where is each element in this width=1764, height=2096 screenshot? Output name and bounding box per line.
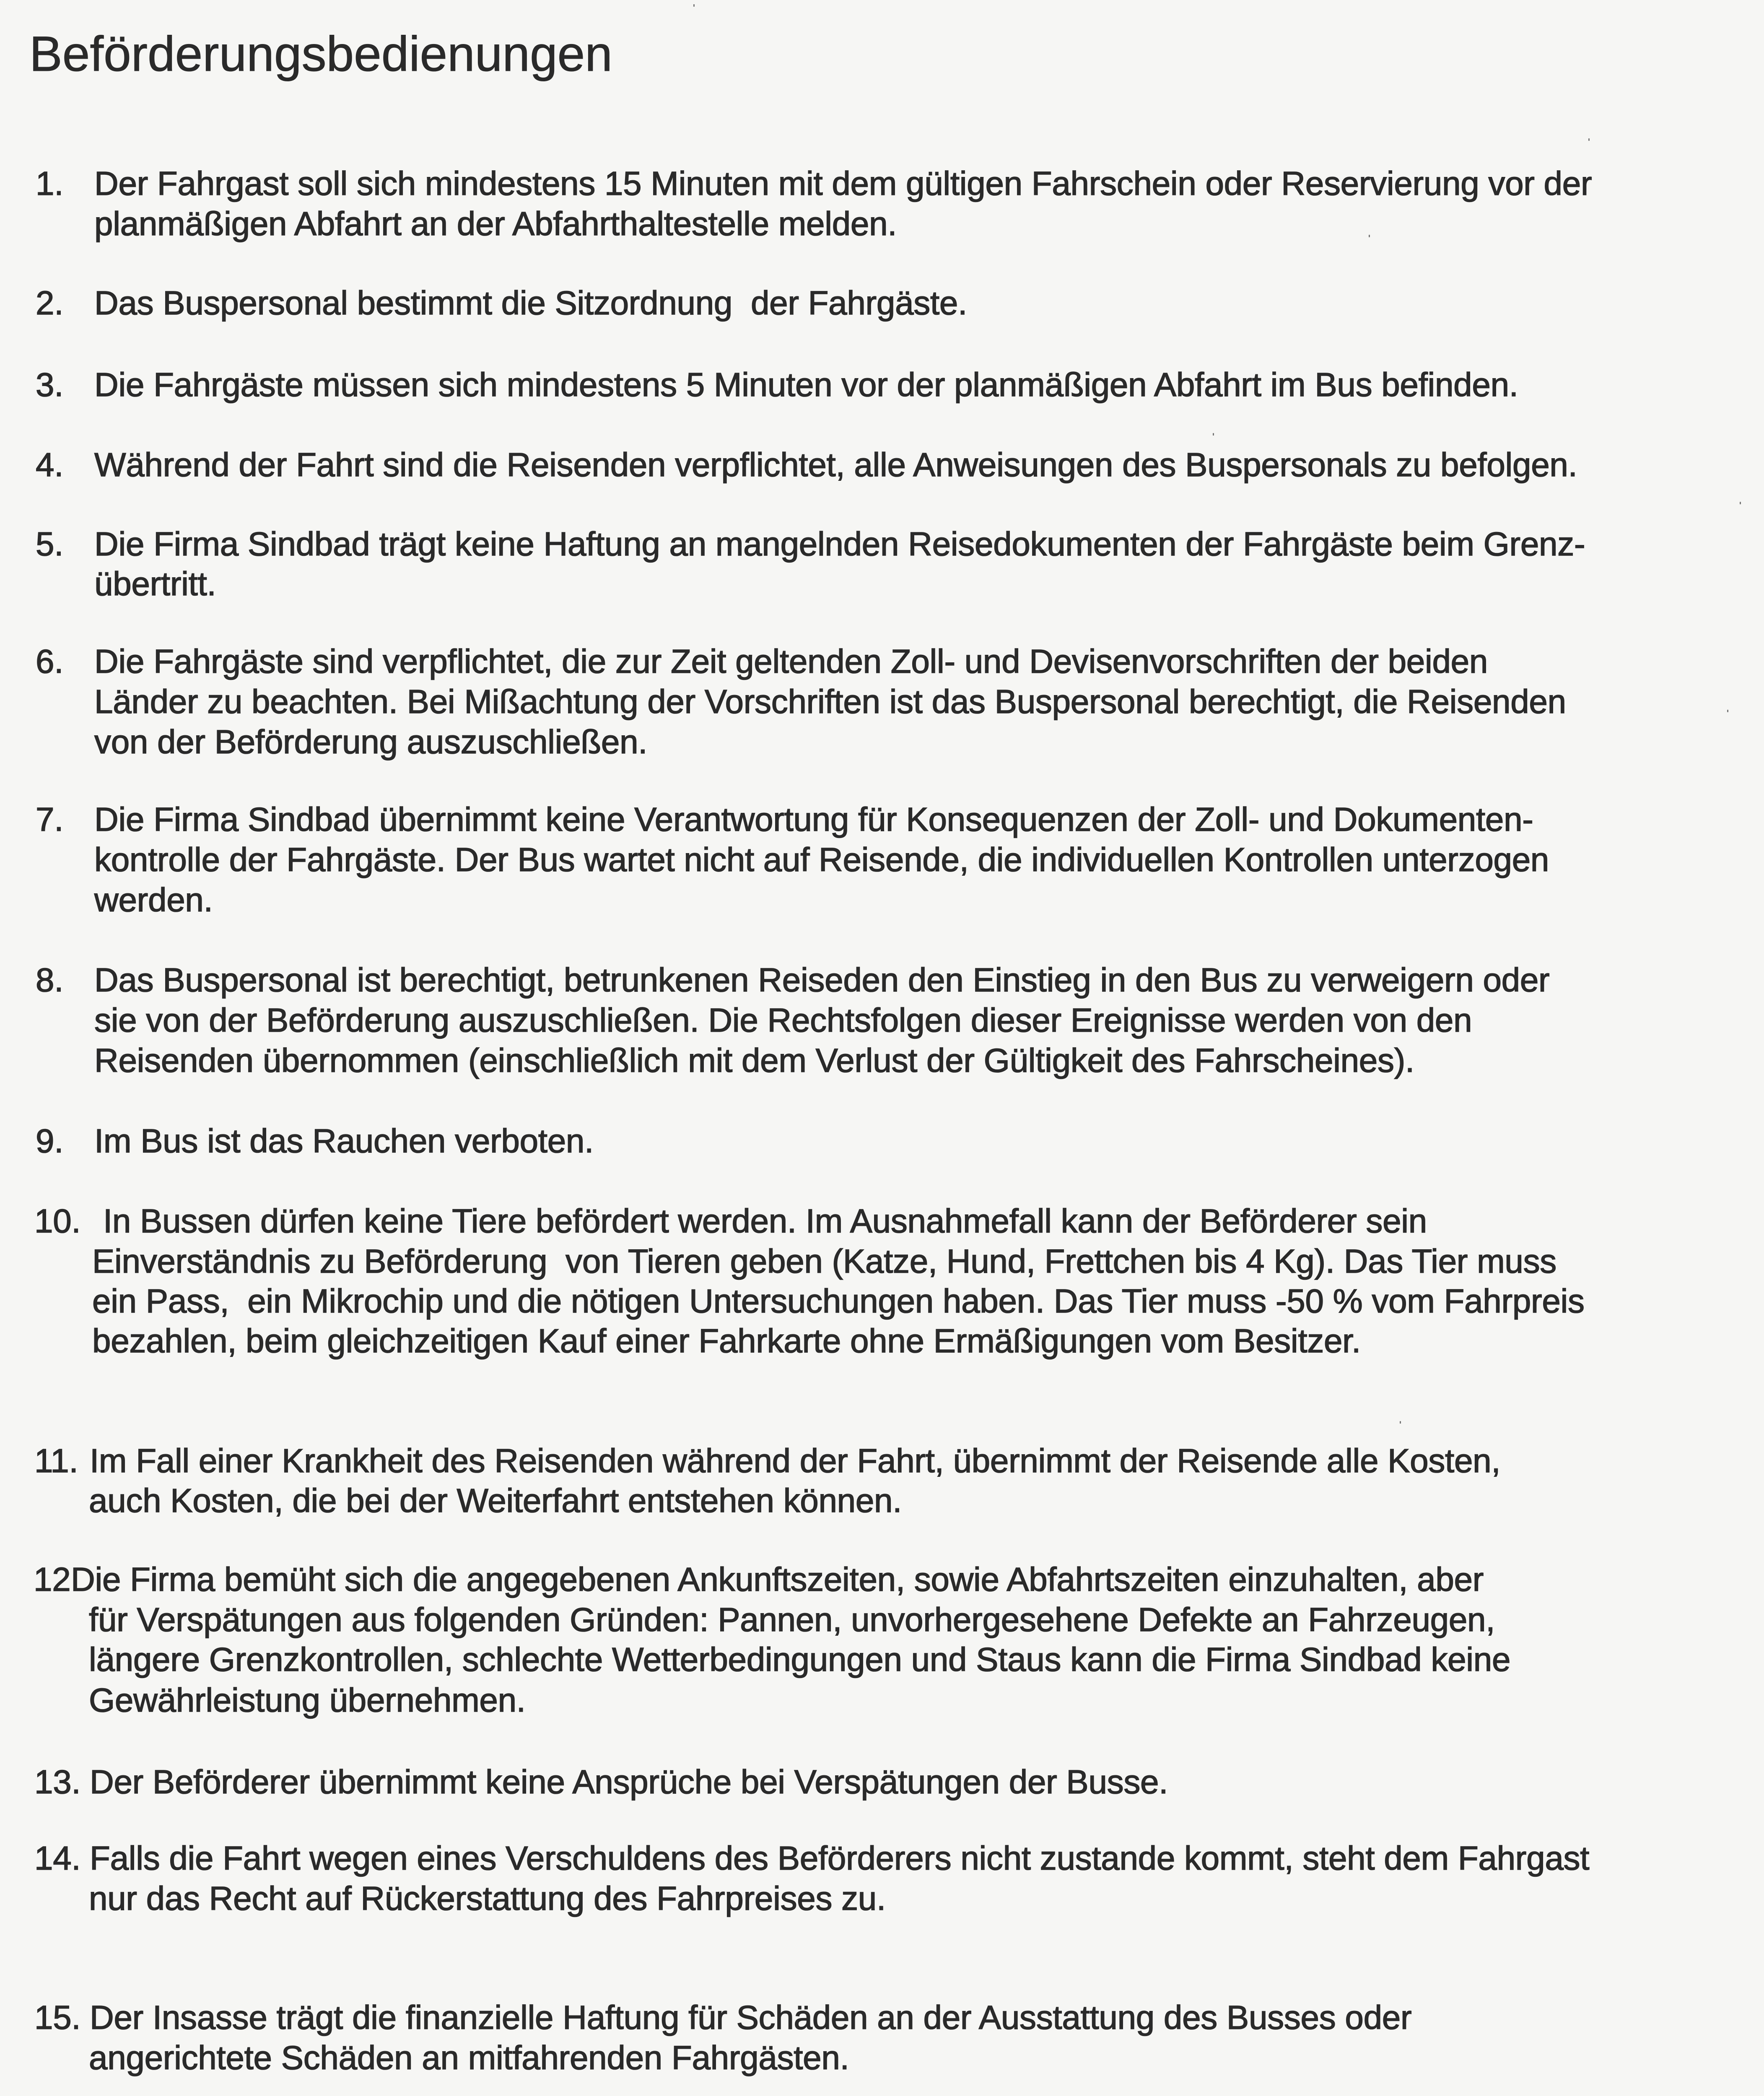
item-number: 9. <box>36 1122 64 1160</box>
item-text-line: Im Bus ist das Rauchen verboten. <box>94 1122 594 1160</box>
item-text-line: Der Insasse trägt die finanzielle Haftung für Schäden an der Ausstattung des Busses oder <box>90 1999 1412 2036</box>
item-number: 13. <box>34 1763 81 1800</box>
item-text-line: angerichtete Schäden an mitfahrenden Fahrgästen. <box>89 2039 849 2076</box>
scan-speck <box>1588 138 1590 141</box>
item-number: 14. <box>34 1839 81 1877</box>
item-text-line: Die Fahrgäste sind verpflichtet, die zur Zeit geltenden Zoll- und Devisenvorschriften der beiden <box>94 643 1488 680</box>
item-number: 3. <box>36 366 64 403</box>
scan-speck <box>1369 235 1370 237</box>
item-text-line: Der Fahrgast soll sich mindestens 15 Minuten mit dem gültigen Fahrschein oder Reservierung vor der <box>94 165 1592 202</box>
item-text-line: Im Fall einer Krankheit des Reisenden während der Fahrt, übernimmt der Reisende alle Kosten, <box>90 1442 1501 1479</box>
item-text-line: Reisenden übernommen (einschließlich mit dem Verlust der Gültigkeit des Fahrscheines). <box>94 1042 1414 1079</box>
item-number: 7. <box>36 801 64 838</box>
item-text-line: Das Buspersonal bestimmt die Sitzordnung der Fahrgäste. <box>94 284 968 322</box>
item-text-line: ein Pass, ein Mikrochip und die nötigen Untersuchungen haben. Das Tier muss -50 % vom Fahrpreis <box>92 1282 1585 1320</box>
scan-speck <box>1740 502 1741 504</box>
item-text-line: sie von der Beförderung auszuschließen. Die Rechtsfolgen dieser Ereignisse werden von den <box>94 1001 1472 1039</box>
item-text-line: übertritt. <box>94 565 216 602</box>
item-text-line: von der Beförderung auszuschließen. <box>94 723 648 760</box>
item-text-line: für Verspätungen aus folgenden Gründen: Pannen, unvorhergesehene Defekte an Fahrzeugen, <box>89 1601 1495 1638</box>
item-number: 10. <box>34 1202 81 1240</box>
item-number: 12 <box>34 1561 71 1598</box>
document-title: Beförderungsbedienungen <box>29 26 612 82</box>
item-number: 5. <box>36 525 64 563</box>
item-number: 15. <box>34 1999 81 2036</box>
scan-speck <box>1400 1421 1401 1424</box>
item-text-line: Einverständnis zu Beförderung von Tieren geben (Katze, Hund, Frettchen bis 4 Kg). Das Tier muss <box>92 1243 1556 1280</box>
item-text-line: längere Grenzkontrollen, schlechte Wetterbedingungen und Staus kann die Firma Sindbad keine <box>89 1641 1511 1678</box>
item-number: 1. <box>36 165 64 202</box>
scan-speck <box>1213 433 1214 436</box>
item-number: 6. <box>36 643 64 680</box>
item-text-line: auch Kosten, die bei der Weiterfahrt entstehen können. <box>89 1482 902 1519</box>
item-number: 11. <box>34 1442 78 1479</box>
item-number: 2. <box>36 284 64 322</box>
item-text-line: Falls die Fahrt wegen eines Verschuldens des Beförderers nicht zustande kommt, steht dem Fahrgast <box>90 1839 1590 1877</box>
scan-speck <box>1727 710 1728 712</box>
item-number: 4. <box>36 446 64 483</box>
item-text-line: Der Beförderer übernimmt keine Ansprüche bei Verspätungen der Busse. <box>90 1763 1168 1800</box>
item-text-line: Die Firma bemüht sich die angegebenen Ankunftszeiten, sowie Abfahrtszeiten einzuhalten, aber <box>71 1561 1484 1598</box>
item-text-line: kontrolle der Fahrgäste. Der Bus wartet nicht auf Reisende, die individuellen Kontrollen unterzogen <box>94 841 1549 878</box>
item-text-line: Länder zu beachten. Bei Mißachtung der Vorschriften ist das Buspersonal berechtigt, die Reisenden <box>94 683 1566 720</box>
item-text-line: nur das Recht auf Rückerstattung des Fahrpreises zu. <box>89 1880 886 1917</box>
item-text-line: planmäßigen Abfahrt an der Abfahrthaltestelle melden. <box>94 205 897 242</box>
item-text-line: Gewährleistung übernehmen. <box>89 1681 526 1719</box>
item-text-line: Die Firma Sindbad trägt keine Haftung an mangelnden Reisedokumenten der Fahrgäste beim Grenz- <box>94 525 1585 563</box>
scan-speck <box>693 4 695 7</box>
item-text-line: In Bussen dürfen keine Tiere befördert werden. Im Ausnahmefall kann der Beförderer sein <box>103 1202 1427 1240</box>
item-text-line: werden. <box>94 881 213 918</box>
item-text-line: Während der Fahrt sind die Reisenden verpflichtet, alle Anweisungen des Buspersonals zu befolgen. <box>94 446 1577 483</box>
item-text-line: Die Fahrgäste müssen sich mindestens 5 Minuten vor der planmäßigen Abfahrt im Bus befinden. <box>94 366 1518 403</box>
item-text-line: Die Firma Sindbad übernimmt keine Verantwortung für Konsequenzen der Zoll- und Dokumenten- <box>94 801 1533 838</box>
item-text-line: Das Buspersonal ist berechtigt, betrunkenen Reiseden den Einstieg in den Bus zu verweigern oder <box>94 961 1550 999</box>
item-number: 8. <box>36 961 64 999</box>
item-text-line: bezahlen, beim gleichzeitigen Kauf einer Fahrkarte ohne Ermäßigungen vom Besitzer. <box>92 1322 1361 1359</box>
